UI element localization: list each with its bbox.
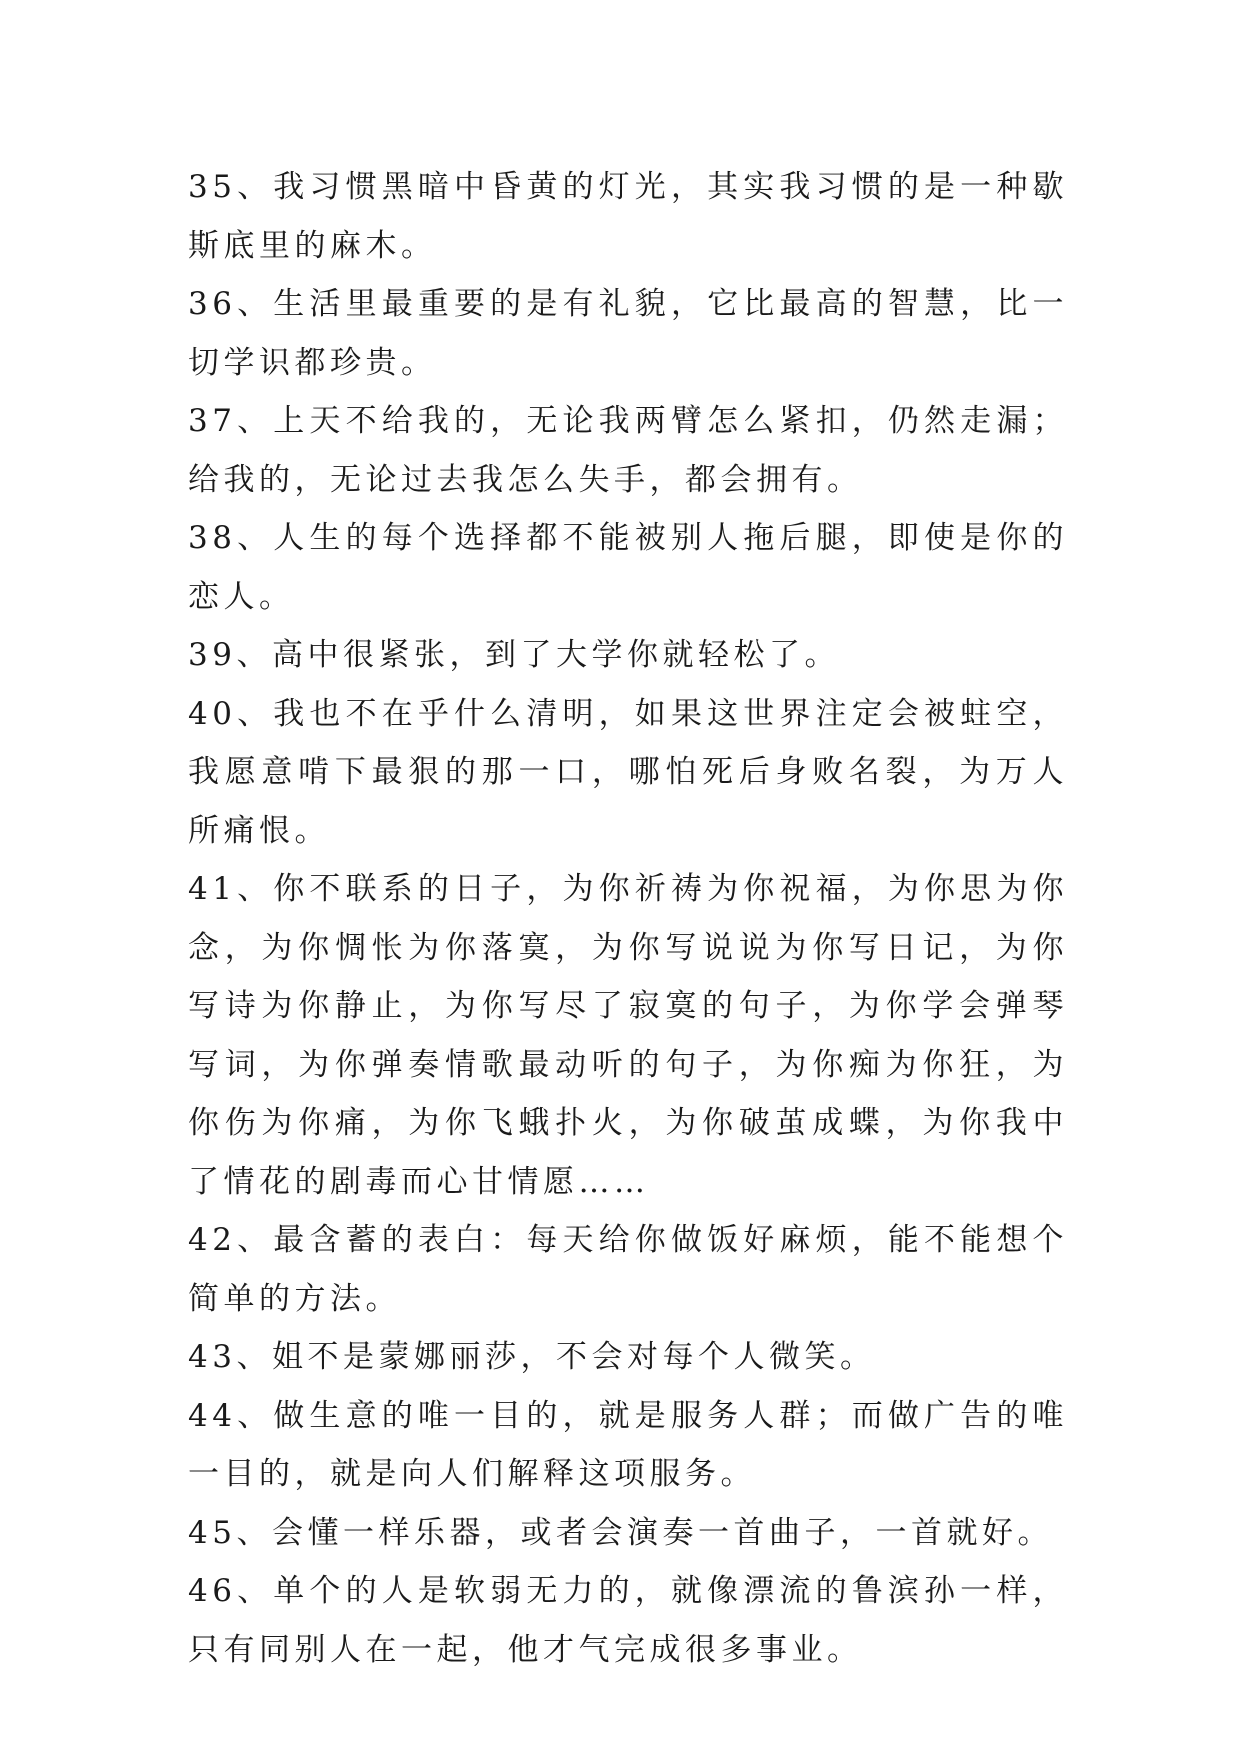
paragraph-39: 39、高中很紧张，到了大学你就轻松了。 (188, 637, 840, 673)
paragraph-37: 37、上天不给我的，无论我两臂怎么紧扣，仍然走漏；给我的，无论过去我怎么失手，都会拥有。 (188, 403, 1068, 498)
paragraph-40: 40、我也不在乎什么清明，如果这世界注定会被蛀空，我愿意啃下最狠的那一口，哪怕死后身败名裂，为万人所痛恨。 (188, 695, 1068, 849)
paragraph-46: 46、单个的人是软弱无力的，就像漂流的鲁滨孙一样，只有同别人在一起，他才气完成很多事业。 (188, 1573, 1068, 1668)
document-body (188, 158, 1068, 1679)
paragraph-45: 45、会懂一样乐器，或者会演奏一首曲子，一首就好。 (188, 1514, 1053, 1551)
paragraph-42: 42、最含蓄的表白：每天给你做饭好麻烦，能不能想个简单的方法。 (188, 1222, 1068, 1317)
paragraph-35: 35、我习惯黑暗中昏黄的灯光，其实我习惯的是一种歇斯底里的麻木。 (188, 169, 1068, 264)
paragraph-41: 41、你不联系的日子，为你祈祷为你祝福，为你思为你念，为你惆怅为你落寞，为你写说说为你写日记，为你写诗为你静止，为你写尽了寂寞的句子，为你学会弹琴写词，为你弹奏情歌最动听的句子，为你痴为你狂，为你伤为你痛，为你飞蛾扑火，为你破茧成蝶，为你我中了情花的剧毒而心甘情愿…… (188, 871, 1068, 1200)
paragraph-38: 38、人生的每个选择都不能被别人拖后腿，即使是你的恋人。 (188, 520, 1068, 615)
paragraph-36: 36、生活里最重要的是有礼貌，它比最高的智慧，比一切学识都珍贵。 (188, 286, 1068, 381)
paragraph-44: 44、做生意的唯一目的，就是服务人群；而做广告的唯一目的，就是向人们解释这项服务。 (188, 1397, 1068, 1492)
paragraph-43: 43、姐不是蒙娜丽莎，不会对每个人微笑。 (188, 1339, 876, 1375)
